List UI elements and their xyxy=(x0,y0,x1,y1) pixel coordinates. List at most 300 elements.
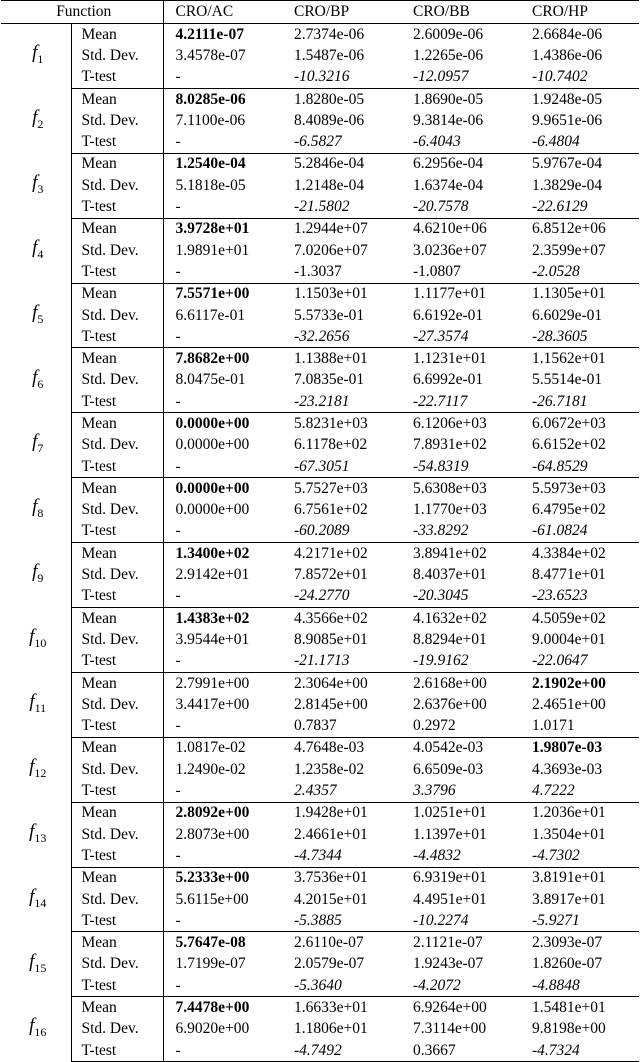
value-cell: - xyxy=(163,845,282,867)
stat-label: T-test xyxy=(71,716,163,738)
t-test-row xyxy=(1,975,639,997)
stat-label: Std. Dev. xyxy=(81,955,139,973)
value-cell: 1.3504e+01 xyxy=(532,825,606,843)
value-cell: 7.5571e+00 xyxy=(163,283,282,305)
function-label xyxy=(1,88,71,153)
stat-label: Std. Dev. xyxy=(81,436,139,454)
value-cell: 1.7199e-07 xyxy=(163,954,282,975)
function-symbol: f xyxy=(29,885,35,907)
stat-label: T-test xyxy=(71,521,163,543)
function-index: 2 xyxy=(37,116,44,131)
t-test-row xyxy=(1,326,639,348)
function-index: 4 xyxy=(37,246,44,261)
value-cell: 8.4771e+01 xyxy=(532,566,606,584)
value-cell: 3.3796 xyxy=(401,780,520,802)
t-test-row xyxy=(1,1040,639,1062)
value-cell: -10.2274 xyxy=(401,910,520,932)
value-cell: 6.6992e-01 xyxy=(413,371,484,389)
value-cell: -4.2072 xyxy=(401,975,520,997)
function-symbol: f xyxy=(32,42,38,64)
value-cell: -24.2770 xyxy=(282,586,401,608)
value-cell: 9.0004e+01 xyxy=(532,630,606,648)
function-label xyxy=(1,997,71,1062)
value-cell: -32.2656 xyxy=(282,326,401,348)
value-cell: 2.4651e+00 xyxy=(532,695,606,713)
value-cell: 0.0000e+00 xyxy=(163,413,282,435)
value-cell: 4.6210e+06 xyxy=(413,220,487,238)
value-cell: -10.3216 xyxy=(282,67,401,89)
value-cell: 5.7647e-08 xyxy=(163,932,282,954)
value-cell: 3.0236e+07 xyxy=(413,241,487,259)
value-cell: - xyxy=(163,521,282,543)
table-body xyxy=(1,24,639,1062)
value-cell: 5.5973e+03 xyxy=(532,479,606,497)
mean-row xyxy=(1,672,639,694)
value-cell: - xyxy=(163,1040,282,1062)
t-test-row xyxy=(1,391,639,413)
stat-label: Mean xyxy=(81,999,117,1016)
value-cell: -6.4804 xyxy=(520,131,639,153)
stat-label: Std. Dev. xyxy=(81,566,139,584)
value-cell: 2.3093e-07 xyxy=(532,934,603,952)
value-cell: 1.1503e+01 xyxy=(294,285,368,303)
value-cell: 5.7527e+03 xyxy=(294,479,368,497)
value-cell: 6.6029e-01 xyxy=(532,306,603,324)
value-cell: 6.6192e-01 xyxy=(413,306,484,324)
std-dev-row xyxy=(1,45,639,66)
value-cell: 1.8690e-05 xyxy=(413,90,484,108)
value-cell: 7.1100e-06 xyxy=(163,110,282,131)
value-cell: 9.3814e-06 xyxy=(413,111,484,129)
stat-label: T-test xyxy=(71,196,163,218)
stat-label: Std. Dev. xyxy=(81,695,139,713)
value-cell: - xyxy=(163,261,282,283)
stat-label: T-test xyxy=(71,1040,163,1062)
value-cell: -1.3037 xyxy=(282,261,401,283)
value-cell: 2.3064e+00 xyxy=(294,674,368,692)
stat-label: Mean xyxy=(81,934,117,952)
function-symbol: f xyxy=(29,755,35,777)
value-cell: - xyxy=(163,586,282,608)
col-header-cro-bp: CRO/BP xyxy=(282,1,401,24)
value-cell: 1.2358e-02 xyxy=(294,760,365,778)
value-cell: 5.6115e+00 xyxy=(163,889,282,910)
value-cell: 2.6376e+00 xyxy=(413,695,487,713)
t-test-row xyxy=(1,716,639,738)
value-cell: 2.1121e-07 xyxy=(413,934,483,952)
std-dev-row xyxy=(1,500,639,521)
col-header-cro-ac: CRO/AC xyxy=(163,1,282,24)
value-cell: 5.9767e-04 xyxy=(532,155,603,173)
value-cell: 4.3384e+02 xyxy=(532,544,606,562)
value-cell: 2.0579e-07 xyxy=(294,955,365,973)
value-cell: 5.1818e-05 xyxy=(163,175,282,196)
mean-row xyxy=(1,348,639,370)
col-header-cro-bb: CRO/BB xyxy=(401,1,520,24)
function-index: 6 xyxy=(37,376,44,391)
value-cell: - xyxy=(163,196,282,218)
mean-row xyxy=(1,997,639,1019)
value-cell: 5.2846e-04 xyxy=(294,155,365,173)
stat-label: T-test xyxy=(71,131,163,153)
value-cell: 5.2333e+00 xyxy=(163,867,282,889)
value-cell: 9.8198e+00 xyxy=(532,1020,606,1038)
mean-row xyxy=(1,867,639,889)
mean-row xyxy=(1,24,639,46)
value-cell: 2.8092e+00 xyxy=(163,802,282,824)
value-cell: -5.3640 xyxy=(282,975,401,997)
mean-row xyxy=(1,802,639,824)
value-cell: 5.5514e-01 xyxy=(532,371,603,389)
stat-label: Std. Dev. xyxy=(81,176,139,194)
value-cell: 3.9544e+01 xyxy=(163,629,282,650)
value-cell: 7.8931e+02 xyxy=(413,436,487,454)
value-cell: -1.0807 xyxy=(401,261,520,283)
function-symbol: f xyxy=(32,106,38,128)
value-cell: 2.7991e+00 xyxy=(163,672,282,694)
std-dev-row xyxy=(1,824,639,845)
function-symbol: f xyxy=(32,496,38,518)
value-cell: -4.7344 xyxy=(282,845,401,867)
value-cell: 7.4478e+00 xyxy=(163,997,282,1019)
mean-row xyxy=(1,608,639,630)
stat-label: Std. Dev. xyxy=(81,46,139,64)
value-cell: 7.0835e-01 xyxy=(294,371,365,389)
value-cell: 1.4386e-06 xyxy=(532,46,603,64)
mean-row xyxy=(1,478,639,500)
value-cell: 8.0475e-01 xyxy=(163,370,282,391)
value-cell: 8.9085e+01 xyxy=(294,630,368,648)
value-cell: -27.3574 xyxy=(401,326,520,348)
value-cell: 1.4383e+02 xyxy=(163,608,282,630)
value-cell: 1.1177e+01 xyxy=(413,285,487,303)
value-cell: 7.0206e+07 xyxy=(294,241,368,259)
value-cell: 6.8512e+06 xyxy=(532,220,606,238)
value-cell: - xyxy=(163,910,282,932)
value-cell: 1.1770e+03 xyxy=(413,501,487,519)
value-cell: 6.2956e-04 xyxy=(413,155,484,173)
stat-label: Std. Dev. xyxy=(81,825,139,843)
value-cell: -2.0528 xyxy=(520,261,639,283)
stat-label: T-test xyxy=(71,910,163,932)
function-index: 5 xyxy=(37,311,44,326)
results-table xyxy=(1,0,639,1062)
value-cell: 4.2015e+01 xyxy=(294,890,368,908)
stat-label: Std. Dev. xyxy=(81,630,139,648)
mean-row xyxy=(1,283,639,305)
stat-label: Std. Dev. xyxy=(81,1020,139,1038)
value-cell: 4.2111e-07 xyxy=(163,24,282,46)
value-cell: 1.2540e-04 xyxy=(163,153,282,175)
value-cell: 1.9891e+01 xyxy=(163,240,282,261)
value-cell: 2.8073e+00 xyxy=(163,824,282,845)
function-index: 10 xyxy=(34,635,47,650)
value-cell: 5.5733e-01 xyxy=(294,306,365,324)
value-cell: 1.9428e+01 xyxy=(294,804,368,822)
value-cell: - xyxy=(163,326,282,348)
value-cell: 3.9728e+01 xyxy=(163,218,282,240)
function-symbol: f xyxy=(32,301,38,323)
stat-label: Std. Dev. xyxy=(81,241,139,259)
function-index: 11 xyxy=(34,700,47,715)
t-test-row xyxy=(1,456,639,478)
std-dev-row xyxy=(1,110,639,131)
value-cell: 6.9020e+00 xyxy=(163,1019,282,1040)
value-cell: -33.8292 xyxy=(401,521,520,543)
function-symbol: f xyxy=(32,431,38,453)
std-dev-row xyxy=(1,889,639,910)
value-cell: -28.3605 xyxy=(520,326,639,348)
function-index: 13 xyxy=(34,830,47,845)
value-cell: - xyxy=(163,716,282,738)
function-label xyxy=(1,608,71,673)
stat-label: Mean xyxy=(81,285,117,303)
value-cell: 4.0542e-03 xyxy=(413,739,484,757)
value-cell: -19.9162 xyxy=(401,651,520,673)
function-index: 3 xyxy=(37,181,44,196)
value-cell: -23.2181 xyxy=(282,391,401,413)
value-cell: -54.8319 xyxy=(401,456,520,478)
value-cell: -10.7402 xyxy=(520,67,639,89)
value-cell: 4.3566e+02 xyxy=(294,609,368,627)
std-dev-row xyxy=(1,694,639,715)
value-cell: 1.2944e+07 xyxy=(294,220,368,238)
value-cell: 7.3114e+00 xyxy=(413,1020,487,1038)
value-cell: -20.3045 xyxy=(401,586,520,608)
value-cell: 1.8260e-07 xyxy=(532,955,603,973)
value-cell: 1.2148e-04 xyxy=(294,176,365,194)
value-cell: - xyxy=(163,780,282,802)
value-cell: 0.0000e+00 xyxy=(163,478,282,500)
std-dev-row xyxy=(1,370,639,391)
t-test-row xyxy=(1,845,639,867)
stat-label: Mean xyxy=(81,544,117,562)
std-dev-row xyxy=(1,629,639,650)
value-cell: 5.6308e+03 xyxy=(413,479,487,497)
stat-label: T-test xyxy=(71,456,163,478)
value-cell: 4.5059e+02 xyxy=(532,609,606,627)
value-cell: 1.1231e+01 xyxy=(413,350,487,368)
function-symbol: f xyxy=(32,236,38,258)
value-cell: 4.2171e+02 xyxy=(294,544,368,562)
value-cell: -4.4832 xyxy=(401,845,520,867)
value-cell: 7.8682e+00 xyxy=(163,348,282,370)
value-cell: 0.7837 xyxy=(282,716,401,738)
stat-label: Mean xyxy=(81,350,117,368)
value-cell: 1.8280e-05 xyxy=(294,90,365,108)
value-cell: 9.9651e-06 xyxy=(532,111,603,129)
stat-label: Mean xyxy=(81,220,117,238)
stat-label: Std. Dev. xyxy=(81,501,139,519)
function-symbol: f xyxy=(29,690,35,712)
header-row xyxy=(1,1,639,24)
function-label xyxy=(1,478,71,543)
value-cell: 6.6152e+02 xyxy=(532,436,606,454)
function-index: 8 xyxy=(37,506,44,521)
stat-label: Std. Dev. xyxy=(81,890,139,908)
function-index: 7 xyxy=(37,441,44,456)
t-test-row xyxy=(1,261,639,283)
value-cell: 4.7648e-03 xyxy=(294,739,365,757)
t-test-row xyxy=(1,780,639,802)
stat-label: T-test xyxy=(71,975,163,997)
value-cell: -61.0824 xyxy=(520,521,639,543)
std-dev-row xyxy=(1,240,639,261)
mean-row xyxy=(1,88,639,110)
value-cell: -22.7117 xyxy=(401,391,520,413)
value-cell: - xyxy=(163,131,282,153)
function-label xyxy=(1,413,71,478)
value-cell: 6.6117e-01 xyxy=(163,305,282,326)
value-cell: 1.9248e-05 xyxy=(532,90,603,108)
value-cell: 1.1562e+01 xyxy=(532,350,606,368)
value-cell: -12.0957 xyxy=(401,67,520,89)
function-index: 12 xyxy=(34,765,47,780)
value-cell: -21.1713 xyxy=(282,651,401,673)
value-cell: 2.6684e-06 xyxy=(532,25,603,43)
function-label xyxy=(1,737,71,802)
value-cell: 3.8941e+02 xyxy=(413,544,487,562)
value-cell: 8.4037e+01 xyxy=(413,566,487,584)
t-test-row xyxy=(1,67,639,89)
function-index: 9 xyxy=(37,570,44,585)
function-index: 15 xyxy=(34,960,47,975)
function-label xyxy=(1,867,71,932)
function-symbol: f xyxy=(29,950,35,972)
stat-label: T-test xyxy=(71,391,163,413)
value-cell: 1.2036e+01 xyxy=(532,804,606,822)
stat-label: Std. Dev. xyxy=(81,306,139,324)
value-cell: 2.4661e+01 xyxy=(294,825,368,843)
value-cell: 1.1305e+01 xyxy=(532,285,606,303)
function-index: 1 xyxy=(37,52,44,67)
value-cell: -4.7302 xyxy=(520,845,639,867)
value-cell: -23.6523 xyxy=(520,586,639,608)
value-cell: 2.4357 xyxy=(282,780,401,802)
value-cell: 1.2265e-06 xyxy=(413,46,484,64)
value-cell: 2.7374e-06 xyxy=(294,25,365,43)
t-test-row xyxy=(1,131,639,153)
stat-label: Mean xyxy=(81,25,117,43)
std-dev-row xyxy=(1,954,639,975)
value-cell: 0.3667 xyxy=(401,1040,520,1062)
function-symbol: f xyxy=(29,820,35,842)
function-label xyxy=(1,24,71,89)
value-cell: 6.9264e+00 xyxy=(413,999,487,1016)
value-cell: 2.6009e-06 xyxy=(413,25,484,43)
value-cell: 2.1902e+00 xyxy=(532,674,606,692)
value-cell: 2.8145e+00 xyxy=(294,695,368,713)
stat-label: T-test xyxy=(71,586,163,608)
value-cell: 6.4795e+02 xyxy=(532,501,606,519)
value-cell: 4.4951e+01 xyxy=(413,890,487,908)
value-cell: 7.8572e+01 xyxy=(294,566,368,584)
function-symbol: f xyxy=(32,366,38,388)
std-dev-row xyxy=(1,175,639,196)
value-cell: 6.1178e+02 xyxy=(294,436,368,454)
stat-label: T-test xyxy=(71,67,163,89)
function-header: Function xyxy=(1,1,163,24)
value-cell: 1.5487e-06 xyxy=(294,46,365,64)
value-cell: 2.9142e+01 xyxy=(163,564,282,585)
t-test-row xyxy=(1,521,639,543)
value-cell: -26.7181 xyxy=(520,391,639,413)
stat-label: Mean xyxy=(81,739,117,757)
stat-label: Mean xyxy=(81,869,117,887)
value-cell: 5.8231e+03 xyxy=(294,414,368,432)
value-cell: 2.6168e+00 xyxy=(413,674,487,692)
t-test-row xyxy=(1,586,639,608)
value-cell: - xyxy=(163,975,282,997)
value-cell: 6.1206e+03 xyxy=(413,414,487,432)
function-index: 14 xyxy=(34,895,47,910)
function-index: 16 xyxy=(34,1025,47,1040)
value-cell: 6.0672e+03 xyxy=(532,414,606,432)
stat-label: T-test xyxy=(71,780,163,802)
value-cell: -60.2089 xyxy=(282,521,401,543)
stat-label: T-test xyxy=(71,326,163,348)
function-label xyxy=(1,672,71,737)
t-test-row xyxy=(1,910,639,932)
stat-label: Mean xyxy=(81,804,117,822)
mean-row xyxy=(1,932,639,954)
value-cell: 2.6110e-07 xyxy=(294,934,364,952)
function-label xyxy=(1,153,71,218)
value-cell: -64.8529 xyxy=(520,456,639,478)
value-cell: 1.3829e-04 xyxy=(532,176,603,194)
stat-label: T-test xyxy=(71,845,163,867)
value-cell: -4.7324 xyxy=(520,1040,639,1062)
value-cell: -5.3885 xyxy=(282,910,401,932)
value-cell: - xyxy=(163,456,282,478)
value-cell: -6.4043 xyxy=(401,131,520,153)
value-cell: -5.9271 xyxy=(520,910,639,932)
value-cell: -4.7492 xyxy=(282,1040,401,1062)
value-cell: 1.0817e-02 xyxy=(163,737,282,759)
std-dev-row xyxy=(1,435,639,456)
value-cell: 4.3693e-03 xyxy=(532,760,603,778)
value-cell: -22.6129 xyxy=(520,196,639,218)
t-test-row xyxy=(1,651,639,673)
value-cell: -6.5827 xyxy=(282,131,401,153)
value-cell: 3.4578e-07 xyxy=(163,45,282,66)
stat-label: Std. Dev. xyxy=(81,111,139,129)
function-label xyxy=(1,543,71,608)
value-cell: -22.0647 xyxy=(520,651,639,673)
value-cell: 0.0000e+00 xyxy=(163,435,282,456)
value-cell: 4.7222 xyxy=(520,780,639,802)
value-cell: 1.5481e+01 xyxy=(532,999,606,1016)
value-cell: 2.3599e+07 xyxy=(532,241,606,259)
mean-row xyxy=(1,737,639,759)
stat-label: T-test xyxy=(71,261,163,283)
value-cell: 1.6633e+01 xyxy=(294,999,368,1016)
value-cell: 3.7536e+01 xyxy=(294,869,368,887)
function-label xyxy=(1,348,71,413)
stat-label: Mean xyxy=(81,674,117,692)
value-cell: - xyxy=(163,67,282,89)
value-cell: 1.0251e+01 xyxy=(413,804,487,822)
value-cell: -21.5802 xyxy=(282,196,401,218)
value-cell: 1.1806e+01 xyxy=(294,1020,368,1038)
value-cell: 3.8191e+01 xyxy=(532,869,606,887)
stat-label: Std. Dev. xyxy=(81,371,139,389)
value-cell: 1.6374e-04 xyxy=(413,176,484,194)
value-cell: 1.3400e+02 xyxy=(163,543,282,565)
value-cell: 6.9319e+01 xyxy=(413,869,487,887)
value-cell: -4.8848 xyxy=(520,975,639,997)
function-label xyxy=(1,218,71,283)
